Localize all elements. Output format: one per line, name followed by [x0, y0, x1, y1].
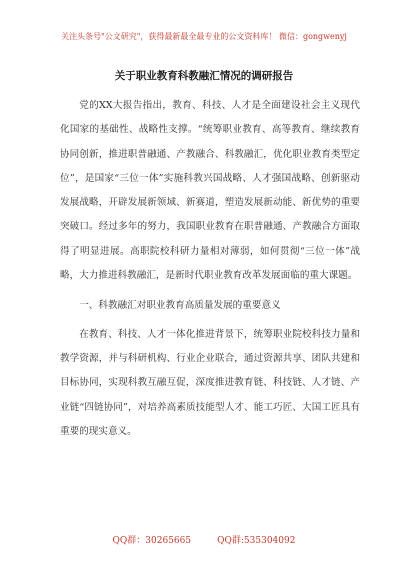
section-heading: 一、科教融汇对职业教育高质量发展的重要意义 — [79, 300, 281, 312]
document-body — [60, 94, 360, 444]
footer-contact — [0, 535, 408, 547]
intro-paragraph: 党的XX大报告指出，教育、科技、人才是全面建设社会主义现代化国家的基础性、战略性支撑。“统筹职业教育、高等教育、继续教育协同创新，推进职普融通、产教融合、科教融汇，优化职业教育类型定位”，是国家“三位一体”实施科教兴国战略、人才强国战略、创新驱动发展战略，开辟发展新领域、新赛道，塑造发展新动能、新优势的重要突破口。经过多年的努力，我国职业教育在职普融通、产教融合方面取得了明显进展。高职院校科研力量相对薄弱，如何贯彻“三位一体”战略，大力推进科教融汇，是新时代职业教育改革发展面临的重大课题。 — [60, 100, 360, 282]
qq-group-1: QQ群：30265665 — [112, 536, 192, 546]
qq-group-2: QQ群:535304092 — [217, 536, 296, 546]
section-paragraph: 在教育、科技、人才一体化推进背景下，统筹职业院校科技力量和教学资源，并与科研机构、行业企业联合，通过资源共享、团队共建和目标协同，实现科教互融互促，深度推进教育链、科技链、人才链、产业链“四链协同”，对培养高素质技能型人才、能工巧匠、大国工匠具有重要的现实意义。 — [60, 328, 360, 437]
promo-banner: 关注头条号"公文研究"，获得最新最全最专业的公文资料库！ 微信：gongwenyj — [61, 32, 347, 41]
document-title: 关于职业教育科教融汇情况的调研报告 — [114, 70, 294, 82]
